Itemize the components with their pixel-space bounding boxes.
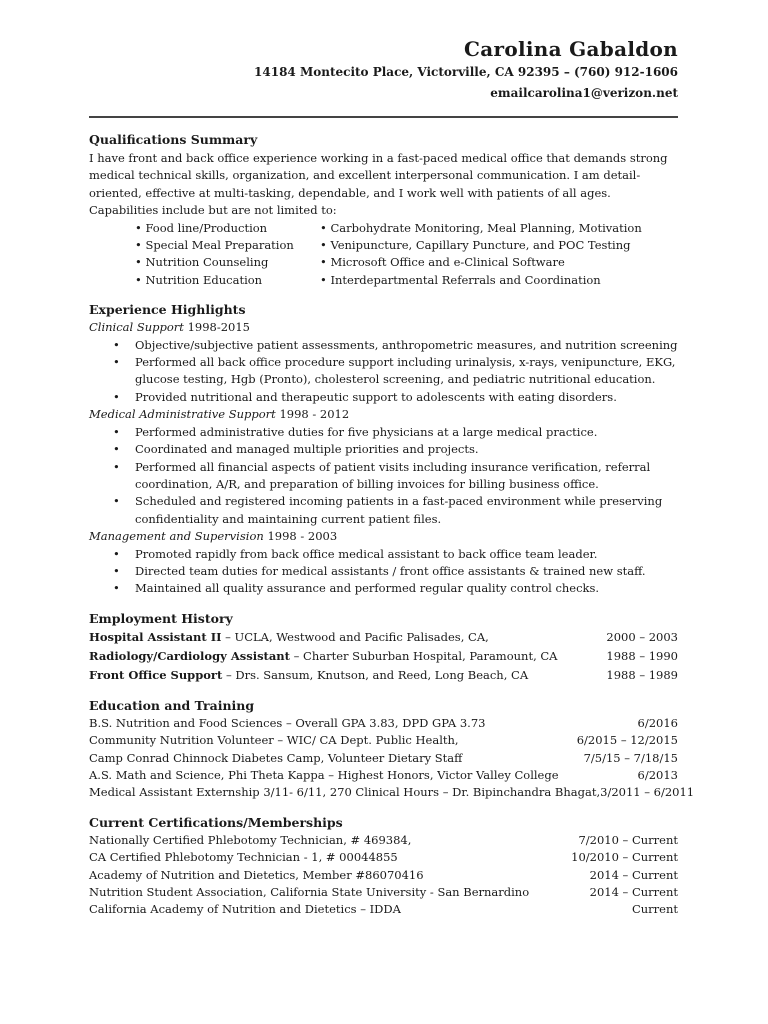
certification-date: 2014 – Current <box>589 885 678 899</box>
employment-position: Radiology/Cardiology Assistant <box>89 648 290 663</box>
certification-text: CA Certified Phlebotomy Technician - 1, # 00044855 <box>89 850 398 865</box>
education-row <box>89 784 695 801</box>
education-text: B.S. Nutrition and Food Sciences – Overall GPA 3.83, DPD GPA 3.73 <box>89 715 486 730</box>
certification-date: 10/2010 – Current <box>571 850 678 865</box>
skill-item: • Food line/Production <box>135 220 268 235</box>
certification-row <box>89 901 678 918</box>
employment-entry <box>89 666 528 685</box>
qualifications-title: Qualifications Summary <box>89 132 258 147</box>
experience-bullet: • Performed administrative duties for five physicians at a large medical practice. <box>89 424 678 441</box>
employment-detail: – UCLA, Westwood and Pacific Palisades, CA, <box>221 629 489 644</box>
employment-title: Employment History <box>89 610 233 626</box>
skill-item: • Interdepartmental Referrals and Coordination <box>320 272 601 287</box>
education-date: 6/2015 – 12/2015 <box>576 733 678 748</box>
employment-dates: 1988 – 1990 <box>606 648 678 663</box>
experience-bullets <box>89 546 678 598</box>
certification-text: Academy of Nutrition and Dietetics, Member #86070416 <box>89 867 424 882</box>
skills-list <box>89 220 678 290</box>
experience-bullet: • Scheduled and registered incoming patients in a fast-paced environment while preserving confidentiality and maintaining current patient files. <box>89 493 678 528</box>
experience-bullet: • Directed team duties for medical assistants / front office assistants & trained new staff. <box>89 563 678 580</box>
certification-row <box>89 849 678 866</box>
role-years: 1998 - 2003 <box>267 529 338 544</box>
experience-role-heading <box>89 528 678 545</box>
experience-bullet: • Coordinated and managed multiple priorities and projects. <box>89 441 678 458</box>
education-title: Education and Training <box>89 697 255 713</box>
education-date: 7/5/15 – 7/18/15 <box>583 750 678 765</box>
certification-date: 7/2010 – Current <box>578 832 678 847</box>
header-divider <box>89 116 678 118</box>
education-text: Medical Assistant Externship 3/11- 6/11, 270 Clinical Hours – Dr. Bipinchandra Bhagat, <box>89 785 601 800</box>
employment-detail: – Drs. Sansum, Knutson, and Reed, Long Beach, CA <box>222 667 529 682</box>
experience-bullet: • Performed all back office procedure support including urinalysis, x-rays, venipuncture, EKG, glucose testing, Hgb (Pronto), cholesterol screening, and pediatric nutritional education. <box>89 354 678 389</box>
certification-text: Nutrition Student Association, California State University - San Bernardino <box>89 885 530 899</box>
certification-row <box>89 867 678 884</box>
role-name: Clinical Support <box>89 320 184 335</box>
education-date: 6/2016 <box>637 715 678 730</box>
certification-date: Current <box>631 902 678 917</box>
resume-page <box>89 0 695 919</box>
experience-role-heading <box>89 319 678 336</box>
employment-row <box>89 628 678 647</box>
employment-position: Front Office Support <box>89 667 223 682</box>
contact-email: emailcarolina1@verizon.net <box>490 86 678 100</box>
education-list <box>89 715 695 802</box>
education-row <box>89 732 678 749</box>
certification-row <box>89 884 678 901</box>
role-name: Management and Supervision <box>89 529 264 544</box>
skill-item: • Nutrition Counseling <box>135 255 269 270</box>
skill-item: • Microsoft Office and e-Clinical Software <box>320 255 565 270</box>
certification-text: California Academy of Nutrition and Dietetics – IDDA <box>89 902 401 917</box>
candidate-name: Carolina Gabaldon <box>464 37 678 61</box>
employment-dates: 2000 – 2003 <box>606 629 678 644</box>
skill-item: • Special Meal Preparation <box>135 238 294 253</box>
skill-item: • Carbohydrate Monitoring, Meal Planning, Motivation <box>320 220 642 235</box>
employment-position: Hospital Assistant II <box>89 629 222 644</box>
experience-bullets <box>89 337 678 407</box>
qualifications-summary: I have front and back office experience working in a fast-paced medical office that demands strong medical technical skills, organization, and excellent interpersonal communication. I am detail-oriented, effective at multi-tasking, dependable, and I work well with patients of all ages. Capabilities include but are not limited to: <box>89 151 668 218</box>
education-row <box>89 715 678 732</box>
experience-bullet: • Provided nutritional and therapeutic support to adolescents with eating disorders. <box>89 389 678 406</box>
experience-bullets <box>89 424 678 528</box>
certifications-title: Current Certifications/Memberships <box>89 814 343 830</box>
experience-bullet: • Performed all financial aspects of patient visits including insurance verification, referral coordination, A/R, and preparation of billing invoices for billing business office. <box>89 459 678 494</box>
education-date: 3/2011 – 6/2011 <box>600 785 695 800</box>
experience-bullet: • Objective/subjective patient assessments, anthropometric measures, and nutrition screening <box>89 337 678 354</box>
education-date: 6/2013 <box>637 767 678 782</box>
education-text: Camp Conrad Chinnock Diabetes Camp, Volunteer Dietary Staff <box>89 750 463 765</box>
employment-entry <box>89 647 557 666</box>
role-name: Medical Administrative Support <box>89 407 276 422</box>
role-years: 1998-2015 <box>187 320 250 335</box>
certifications-list <box>89 832 678 919</box>
certification-text: Nationally Certified Phlebotomy Technician, # 469384, <box>89 832 412 847</box>
employment-entry <box>89 628 489 647</box>
employment-detail: – Charter Suburban Hospital, Paramount, CA <box>289 648 558 663</box>
certification-date: 2014 – Current <box>589 867 678 882</box>
employment-row <box>89 666 678 685</box>
employment-list <box>89 628 678 685</box>
skill-item: • Nutrition Education <box>135 272 263 287</box>
certification-row <box>89 832 678 849</box>
experience-bullet: • Maintained all quality assurance and performed regular quality control checks. <box>89 580 678 597</box>
employment-row <box>89 647 678 666</box>
employment-dates: 1988 – 1989 <box>606 667 678 682</box>
education-row <box>89 750 678 767</box>
contact-address: 14184 Montecito Place, Victorville, CA 92395 – (760) 912-1606 <box>254 65 678 79</box>
role-years: 1998 - 2012 <box>279 407 350 422</box>
experience-title: Experience Highlights <box>89 302 246 318</box>
resume-header <box>89 0 678 104</box>
experience-bullet: • Promoted rapidly from back office medical assistant to back office team leader. <box>89 546 678 563</box>
education-text: A.S. Math and Science, Phi Theta Kappa – Highest Honors, Victor Valley College <box>89 767 559 782</box>
experience-role-heading <box>89 406 678 423</box>
education-text: Community Nutrition Volunteer – WIC/ CA Dept. Public Health, <box>89 733 459 748</box>
education-row <box>89 767 678 784</box>
skill-item: • Venipuncture, Capillary Puncture, and POC Testing <box>320 238 631 253</box>
